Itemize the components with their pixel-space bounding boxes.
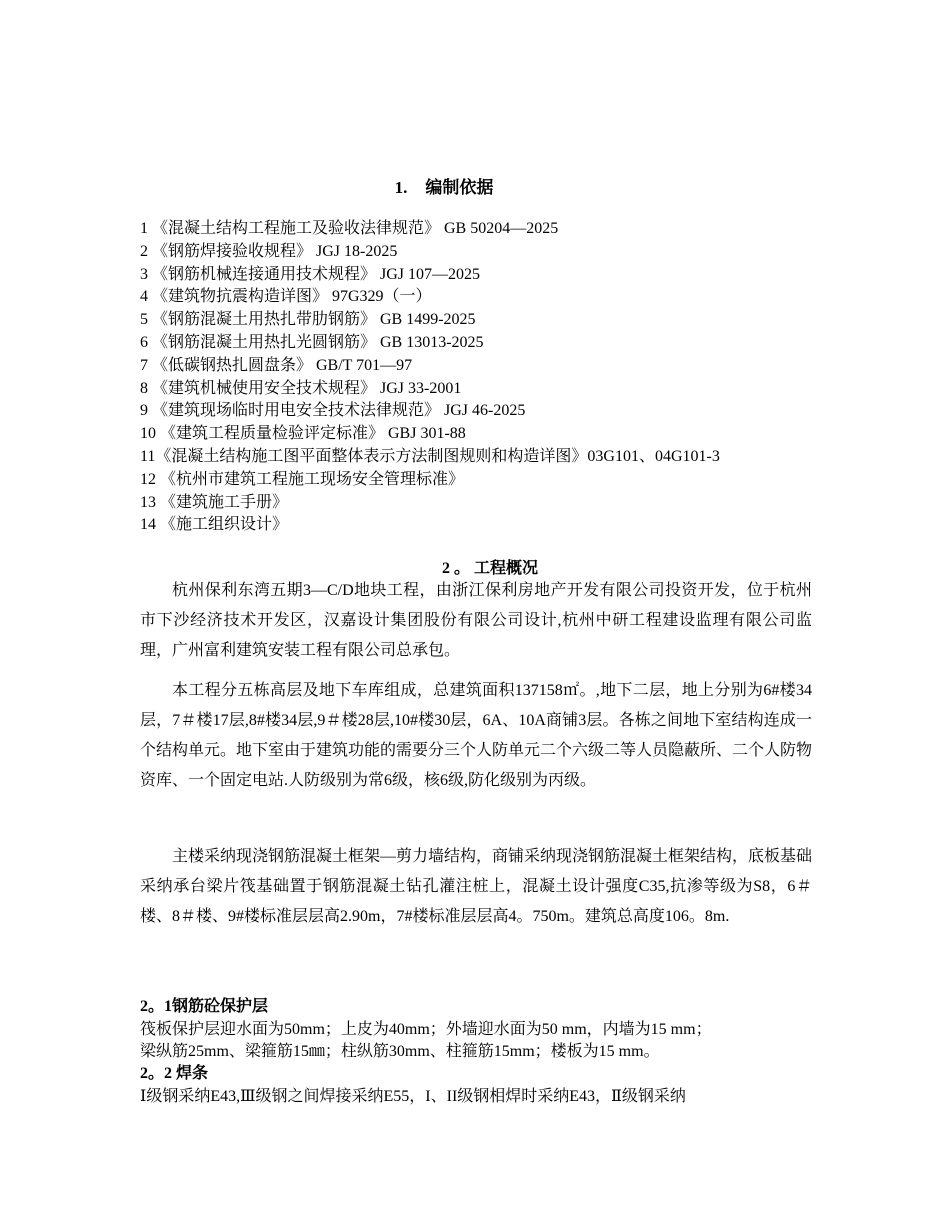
reference-item: 3 《钢筋机械连接通用技术规程》 JGJ 107—2025 xyxy=(140,265,481,283)
reference-item: 13 《建筑施工手册》 xyxy=(140,493,289,511)
reference-item: 11《混凝土结构施工图平面整体表示方法制图规则和构造详图》03G101、04G101-3 xyxy=(140,447,720,465)
reference-item: 1 《混凝土结构工程施工及验收法律规范》 GB 50204—2025 xyxy=(140,220,559,237)
section-welding-rod xyxy=(140,1063,820,1108)
overview-paragraph-2 xyxy=(140,676,812,796)
section-line: 筏板保护层迎水面为50mm；上皮为40mm；外墙迎水面为50 mm，内墙为15 mm； xyxy=(140,1020,712,1038)
heading-title: 编制依据 xyxy=(425,178,494,197)
section-line: Ⅰ级钢采纳E43,Ⅲ级钢之间焊接采纳E55，I、II级钢相焊时采纳E43，Ⅱ级钢采纳 xyxy=(140,1087,686,1105)
reference-item: 8 《建筑机械使用安全技术规程》 JGJ 33-2001 xyxy=(140,379,462,397)
reference-item: 6 《钢筋混凝土用热扎光圆钢筋》 GB 13013-2025 xyxy=(140,333,484,351)
reference-item: 2 《钢筋焊接验收规程》 JGJ 18-2025 xyxy=(140,242,398,260)
reference-item: 4 《建筑物抗震构造详图》 97G329（一） xyxy=(140,288,432,306)
heading-basis xyxy=(0,173,950,198)
section-cover-layer xyxy=(140,996,820,1064)
paragraph-text: 主楼采纳现浇钢筋混凝土框架—剪力墙结构，商铺采纳现浇钢筋混凝土框架结构，底板基础采纳承台梁片筏基础置于钢筋混凝土钻孔灌注桩上，混凝土设计强度C35,抗渗等级为S8，6＃楼、8＃楼、9#楼标准层层高2.90m，7#楼标准层层高4。750m。建筑总高度106。8m. xyxy=(140,848,813,925)
reference-item: 7 《低碳钢热扎圆盘条》 GB/T 701—97 xyxy=(140,356,413,374)
reference-item: 10 《建筑工程质量检验评定标准》 GBJ 301-88 xyxy=(140,425,466,443)
paragraph-text: 杭州保利东湾五期3—C/D地块工程，由浙江保利房地产开发有限公司投资开发，位于杭州市下沙经济技术开发区，汉嘉设计集团股份有限公司设计,杭州中研工程建设监理有限公司监理，广州富利建筑安装工程有限公司总承包。 xyxy=(140,582,812,659)
overview-paragraph-3 xyxy=(140,842,812,932)
heading-number: 1. xyxy=(394,178,408,197)
reference-item: 14 《施工组织设计》 xyxy=(140,516,289,534)
section-line: 梁纵筋25mm、梁箍筋15㎜；柱纵筋30mm、柱箍筋15mm；楼板为15 mm。 xyxy=(140,1043,660,1060)
reference-item: 9 《建筑现场临时用电安全技术法律规范》 JGJ 46-2025 xyxy=(140,402,526,420)
reference-item: 5 《钢筋混凝土用热扎带肋钢筋》 GB 1499-2025 xyxy=(140,311,476,329)
section-title: 2。1钢筋砼保护层 xyxy=(140,998,269,1015)
reference-list xyxy=(140,218,830,537)
heading-overview: 2 。 工程概况 xyxy=(441,560,538,577)
overview-paragraph-1 xyxy=(140,576,812,666)
section-title: 2。2 焊条 xyxy=(140,1065,209,1082)
paragraph-text: 本工程分五栋高层及地下车库组成，总建筑面积137158㎡。,地下二层，地上分别为6#楼34层，7＃楼17层,8#楼34层,9＃楼28层,10#楼30层，6A、10A商铺3层。各栋之间地下室结构连成一个结构单元。地下室由于建筑功能的需要分三个人防单元二个六级二等人员隐蔽所、二个人防物资库、一个固定电站.人防级别为常6级，核6级,防化级别为丙级。 xyxy=(140,682,813,789)
reference-item: 12 《杭州市建筑工程施工现场安全管理标准》 xyxy=(140,470,465,488)
